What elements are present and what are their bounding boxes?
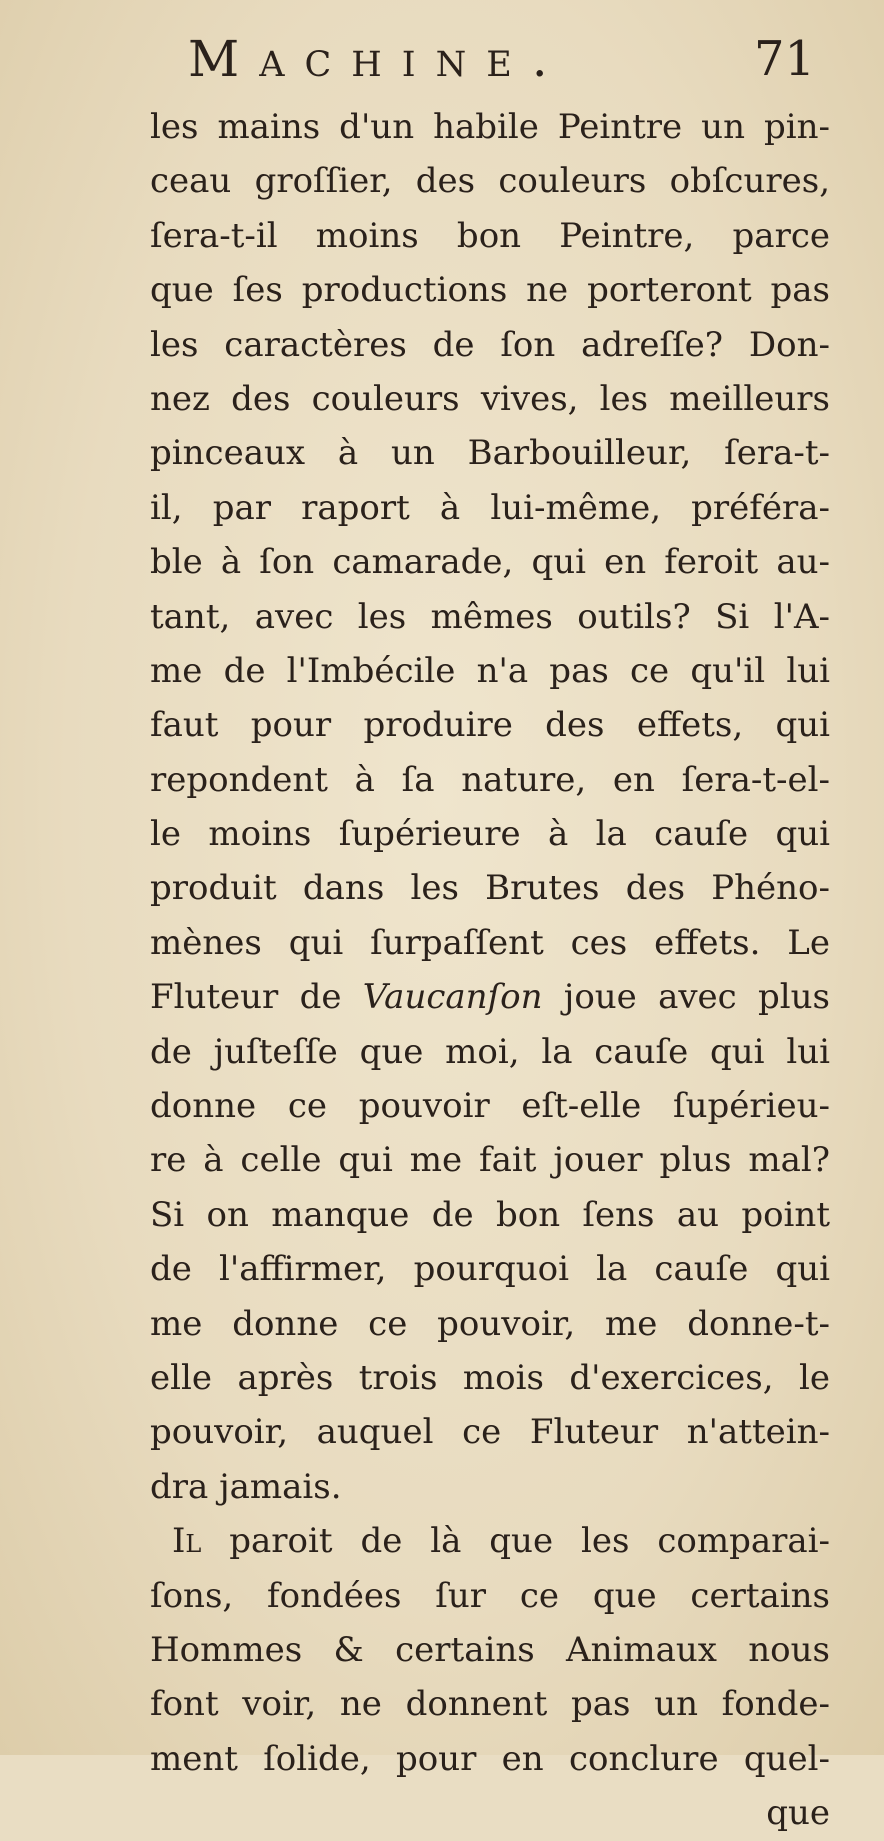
text-line: me donne ce pouvoir, me donne-t-	[150, 1303, 830, 1344]
text-fragment: paroit de là que les comparai-	[201, 1521, 830, 1562]
text-line: font voir, ne donnent pas un fonde-	[150, 1684, 830, 1725]
text-line: me de l'Imbécile n'a pas ce qu'il lui	[150, 650, 830, 691]
text-line: dra jamais.	[150, 1466, 342, 1507]
text-line: les caractères de ſon adreſſe? Don-	[150, 324, 830, 365]
text-line: repondent à ſa nature, en ſera-t-el-	[150, 759, 830, 800]
text-line: faut pour produire des effets, qui	[150, 705, 830, 746]
text-line: ſons, fondées ſur ce que certains	[150, 1575, 830, 1616]
text-line	[150, 970, 830, 1024]
italic-name: Vaucanſon	[362, 977, 543, 1018]
text-line: nez des couleurs vives, les meilleurs	[150, 378, 830, 419]
paragraph-start-line	[150, 1514, 830, 1568]
text-line: re à celle qui me fait jouer plus mal?	[150, 1140, 830, 1181]
page-number: 71	[754, 31, 816, 87]
text-line: Si on manque de bon ſens au point	[150, 1194, 830, 1235]
text-line: de juſteſſe que moi, la cauſe qui lui	[150, 1031, 830, 1072]
text-line: que ſes productions ne porteront pas	[150, 270, 830, 311]
text-line: de l'affirmer, pourquoi la cauſe qui	[150, 1249, 830, 1290]
body-text	[150, 100, 830, 1841]
text-line: elle après trois mois d'exercices, le	[150, 1357, 830, 1398]
text-line: il, par raport à lui-même, préféra-	[150, 487, 830, 528]
text-line: pouvoir, auquel ce Fluteur n'attein-	[150, 1412, 830, 1453]
catchword: que	[766, 1793, 830, 1834]
text-line: tant, avec les mêmes outils? Si l'A-	[150, 596, 830, 637]
text-line: donne ce pouvoir eſt-elle ſupérieu-	[150, 1086, 830, 1127]
text-line: ble à ſon camarade, qui en feroit au-	[150, 542, 830, 583]
text-line: pinceaux à un Barbouilleur, ſera-t-	[150, 433, 830, 474]
text-fragment: Fluteur de	[150, 977, 363, 1018]
text-line: produit dans les Brutes des Phéno-	[150, 868, 830, 909]
text-line: le moins ſupérieure à la cauſe qui	[150, 814, 830, 855]
text-line: les mains d'un habile Peintre un pin-	[150, 107, 830, 147]
text-line: ceau groſſier, des couleurs obſcures,	[150, 161, 830, 202]
paragraph-lead-word: Il	[172, 1521, 202, 1562]
text-line: mènes qui ſurpaſſent ces effets. Le	[150, 922, 830, 963]
text-line: Hommes & certains Animaux nous	[150, 1629, 830, 1670]
running-head: Machine.	[188, 30, 568, 88]
text-line: ſera-t-il moins bon Peintre, parce	[150, 215, 830, 256]
page-header	[0, 24, 884, 94]
text-fragment: joue avec plus	[542, 977, 830, 1018]
text-line: ment ſolide, pour en conclure quel-	[150, 1738, 830, 1779]
